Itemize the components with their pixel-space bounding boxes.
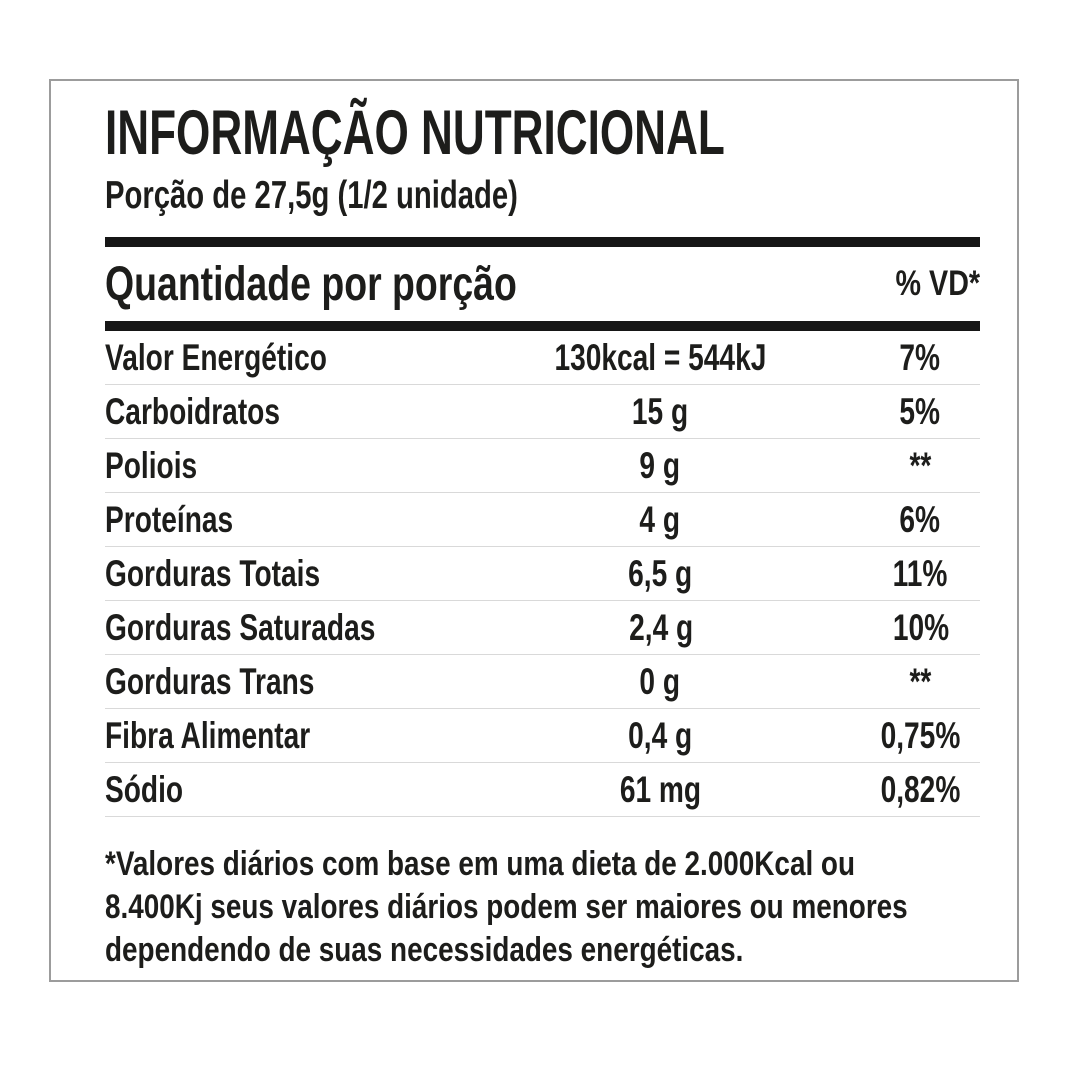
nutrient-row-carboidratos	[105, 385, 980, 439]
nutrient-amount: 6,5 g	[627, 552, 693, 594]
serving-size-text: Porção de 27,5g (1/2 unidade)	[105, 174, 518, 217]
nutrient-dv: **	[909, 660, 931, 702]
nutrient-dv: 7%	[899, 336, 941, 378]
nutrient-row-poliois	[105, 439, 980, 493]
nutrient-row-valor-energetico	[105, 331, 980, 385]
nutrient-table	[105, 331, 980, 817]
header-quantity-label: Quantidade por porção	[105, 257, 517, 311]
nutrient-name: Carboidratos	[105, 390, 281, 432]
separator-bar-bottom	[105, 321, 980, 331]
label-title-text: INFORMAÇÃO NUTRICIONAL	[105, 98, 725, 168]
nutrient-dv: 6%	[899, 498, 941, 540]
nutrient-name: Gorduras Totais	[105, 552, 321, 594]
separator-bar-top	[105, 237, 980, 247]
nutrient-name: Gorduras Saturadas	[105, 606, 376, 648]
nutrient-name: Proteínas	[105, 498, 234, 540]
footnote-line: *Valores diários com base em uma dieta de 2.000Kcal ou	[105, 845, 856, 883]
header-dv-label: % VD*	[895, 264, 980, 303]
footnote	[105, 843, 980, 972]
nutrient-dv: 0,75%	[880, 714, 960, 756]
nutrition-label-panel	[49, 79, 1019, 982]
nutrient-amount: 9 g	[639, 444, 681, 486]
nutrient-amount: 61 mg	[619, 768, 701, 810]
nutrient-name: Sódio	[105, 768, 184, 810]
nutrient-amount: 0 g	[639, 660, 681, 702]
nutrient-dv: **	[909, 444, 931, 486]
footnote-line: dependendo de suas necessidades energéticas.	[105, 931, 744, 969]
table-header	[105, 247, 980, 321]
nutrient-dv: 10%	[892, 606, 949, 648]
nutrient-row-gorduras-trans	[105, 655, 980, 709]
nutrient-amount: 130kcal = 544kJ	[554, 336, 766, 378]
nutrient-dv: 11%	[892, 552, 948, 594]
nutrient-amount: 15 g	[631, 390, 689, 432]
nutrient-row-proteinas	[105, 493, 980, 547]
nutrient-name: Fibra Alimentar	[105, 714, 311, 756]
nutrient-row-sodio	[105, 763, 980, 817]
serving-size	[105, 175, 980, 217]
nutrient-name: Poliois	[105, 444, 198, 486]
nutrient-name: Gorduras Trans	[105, 660, 315, 702]
nutrient-dv: 0,82%	[880, 768, 960, 810]
nutrient-amount: 4 g	[639, 498, 681, 540]
label-title	[105, 98, 980, 168]
footnote-line: 8.400Kj seus valores diários podem ser maiores ou menores	[105, 888, 908, 926]
nutrient-row-gorduras-totais	[105, 547, 980, 601]
nutrient-row-gorduras-saturadas	[105, 601, 980, 655]
nutrient-amount: 2,4 g	[628, 606, 693, 648]
nutrient-name: Valor Energético	[105, 336, 327, 378]
nutrient-row-fibra-alimentar	[105, 709, 980, 763]
nutrient-dv: 5%	[899, 390, 941, 432]
nutrient-amount: 0,4 g	[627, 714, 693, 756]
